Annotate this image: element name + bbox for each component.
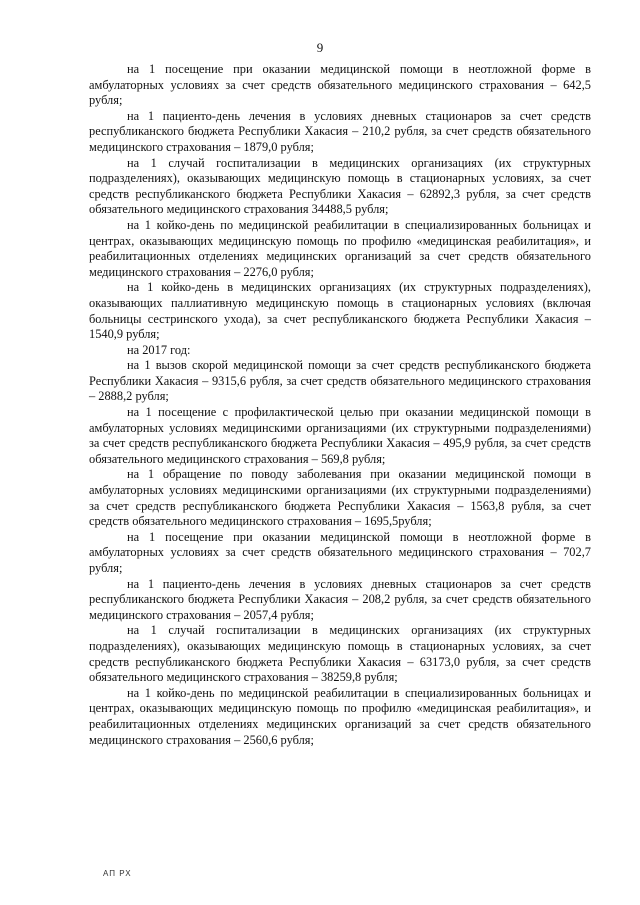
- paragraph-day-hospital-2017: на 1 пациенто-день лечения в условиях дневных стационаров за счет средств республиканского бюджета Республики Хакасия – 208,2 рубля, за счет средств обязательного медицинского страхования – 2057,4 рубля;: [89, 576, 591, 622]
- paragraph-urgent-visit-2017: на 1 посещение при оказании медицинской помощи в неотложной форме в амбулаторных условиях за счет средств обязательного медицинского страхования – 702,7 рубля;: [89, 529, 591, 575]
- page-number: 9: [316, 40, 324, 55]
- paragraph-preventive-visit-2017: на 1 посещение с профилактической целью при оказании медицинской помощи в амбулаторных условиях медицинскими организациями (их структурными подразделениями) за счет средств республиканского бюджета Республики Хакасия – 495,9 рубля, за счет средств обязательного медицинского страхования – 569,8 рубля;: [89, 405, 591, 466]
- paragraph-rehabilitation-2016: на 1 койко-день по медицинской реабилитации в специализированных больницах и центрах, оказывающих медицинскую помощь по профилю «медицинская реабилитация», и реабилитационных отделениях медицинских организаций за счет средств обязательного медицинского страхования – 2276,0 рубля;: [89, 217, 591, 279]
- paragraph-disease-visit-2017: на 1 обращение по поводу заболевания при оказании медицинской помощи в амбулаторных условиях медицинскими организациями (их структурными подразделениями) за счет средств республиканского бюджета Республики Хакасия – 1563,8 рубля, за счет средств обязательного медицинского страхования – 1695,5рубля;: [89, 467, 591, 529]
- paragraph-hospitalization-2016: на 1 случай госпитализации в медицинских организациях (их структурных подразделениях), оказывающих медицинскую помощь в стационарных условиях, за счет средств республиканского бюджета Республики Хакасия – 62892,3 рубля, за счет средств обязательного медицинского страхования 34488,5 рубля;: [89, 155, 591, 217]
- paragraph-urgent-visit-2016: на 1 посещение при оказании медицинской помощи в неотложной форме в амбулаторных условиях за счет средств обязательного медицинского страхования – 642,5 рубля;: [89, 62, 591, 108]
- footer-mark: АП РХ: [103, 869, 132, 878]
- paragraph-hospitalization-2017: на 1 случай госпитализации в медицинских организациях (их структурных подразделениях), оказывающих медицинскую помощь в стационарных условиях, за счет средств республиканского бюджета Республики Хакасия – 63173,0 рубля, за счет средств обязательного медицинского страхования – 38259,8 рубля;: [89, 623, 591, 685]
- section-heading-2017: на 2017 год:: [127, 342, 191, 357]
- paragraph-day-hospital-2016: на 1 пациенто-день лечения в условиях дневных стационаров за счет средств республиканского бюджета Республики Хакасия – 210,2 рубля, за счет средств обязательного медицинского страхования – 1879,0 рубля;: [89, 108, 591, 154]
- paragraph-palliative-2016: на 1 койко-день в медицинских организациях (их структурных подразделениях), оказывающих паллиативную медицинскую помощь в стационарных условиях (включая больницы сестринского ухода), за счет республиканского бюджета Республики Хакасия – 1540,9 рубля;: [89, 280, 591, 342]
- document-body: [89, 62, 591, 748]
- paragraph-ambulance-2017: на 1 вызов скорой медицинской помощи за счет средств республиканского бюджета Республики Хакасия – 9315,6 рубля, за счет средств обязательного медицинского страхования – 2888,2 рубля;: [89, 358, 591, 404]
- paragraph-rehabilitation-2017: на 1 койко-день по медицинской реабилитации в специализированных больницах и центрах, оказывающих медицинскую помощь по профилю «медицинская реабилитация», и реабилитационных отделениях медицинских организаций за счет средств обязательного медицинского страхования – 2560,6 рубля;: [89, 685, 591, 747]
